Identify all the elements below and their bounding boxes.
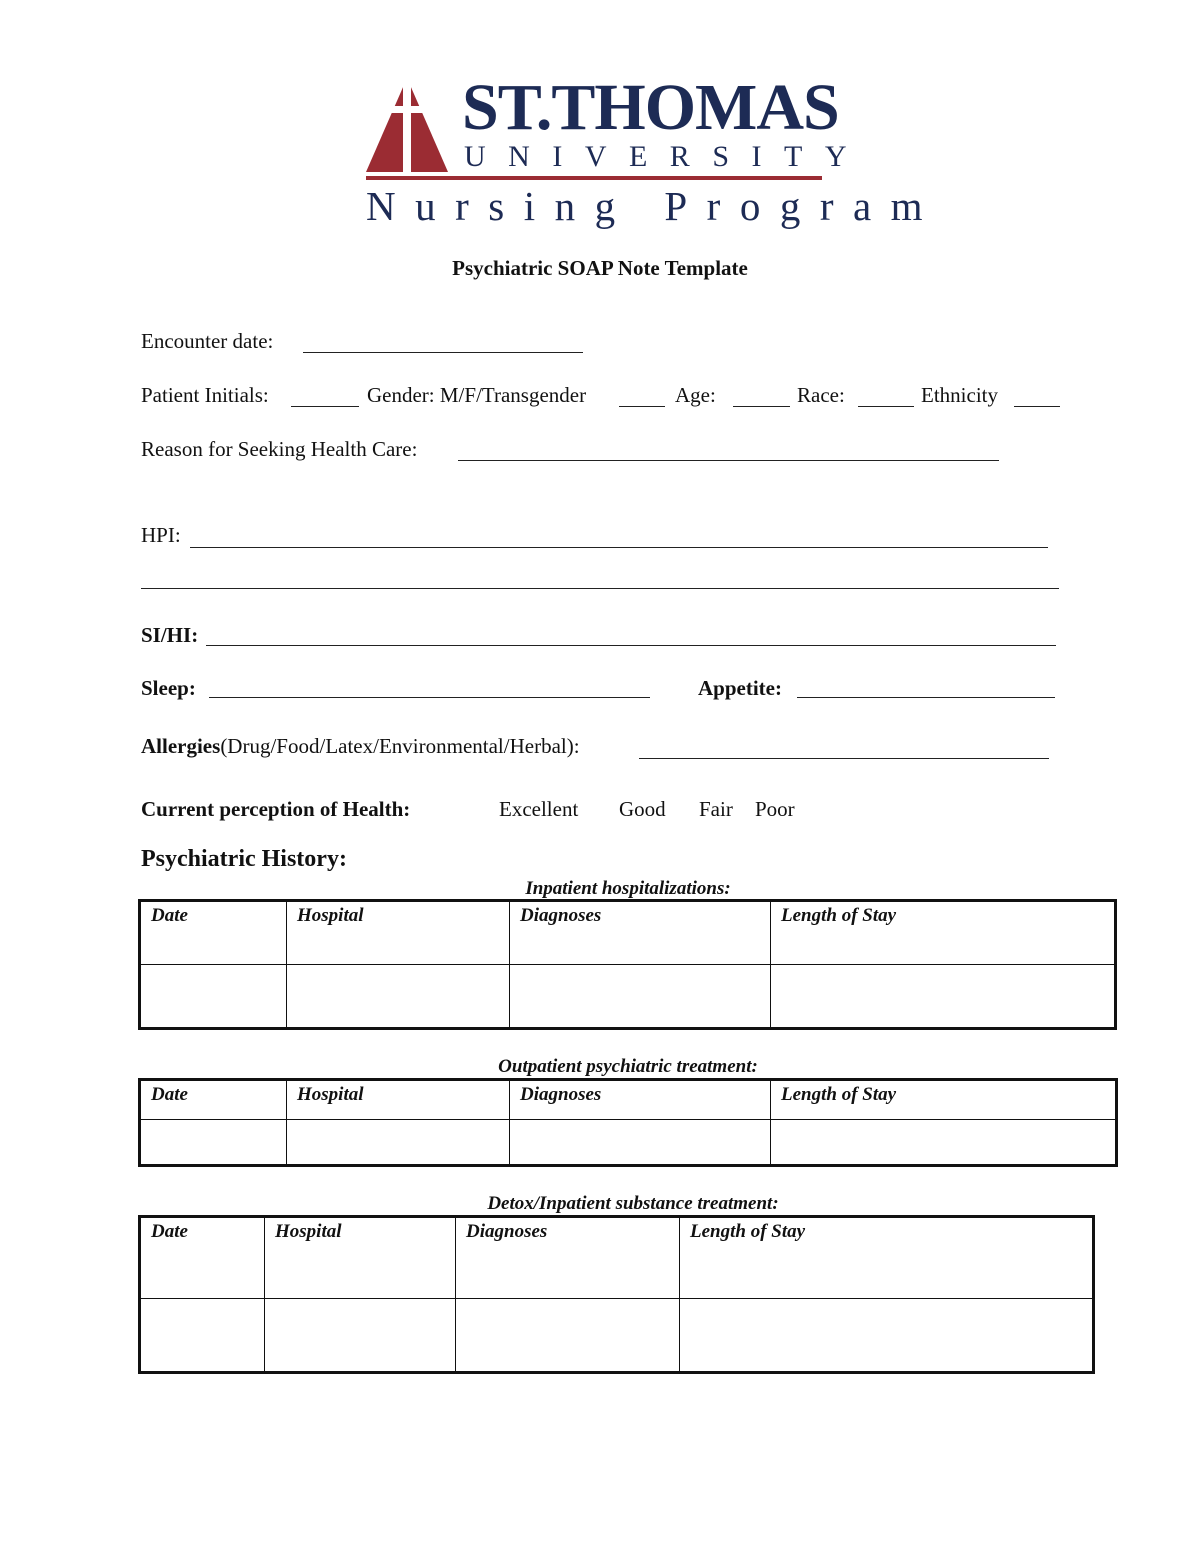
inpatient-table [140,901,1115,1028]
appetite-field[interactable] [797,697,1055,698]
col-header-date: Date [141,1218,265,1299]
si-hi-field[interactable] [206,645,1056,646]
table-cell[interactable] [680,1299,1093,1372]
perception-option-good[interactable]: Good [619,797,666,821]
page-title: Psychiatric SOAP Note Template [452,256,748,280]
table-cell[interactable] [141,965,287,1028]
encounter-date-label: Encounter date: [141,329,274,353]
table-cell[interactable] [141,1299,265,1372]
age-field[interactable] [733,406,790,407]
table-row [141,965,1115,1028]
table-header-row [141,1218,1093,1299]
col-header-diagnoses: Diagnoses [456,1218,680,1299]
age-label: Age: [675,383,716,407]
col-header-hospital: Hospital [265,1218,456,1299]
gender-field[interactable] [619,406,665,407]
inpatient-caption: Inpatient hospitalizations: [525,878,731,899]
col-header-length-of-stay: Length of Stay [771,1081,1116,1120]
reason-field[interactable] [458,460,999,461]
detox-table [140,1217,1093,1372]
table-cell[interactable] [456,1299,680,1372]
perception-option-poor[interactable]: Poor [755,797,795,821]
col-header-date: Date [141,902,287,965]
table-cell[interactable] [771,965,1115,1028]
col-header-hospital: Hospital [287,902,510,965]
table-cell[interactable] [771,1120,1116,1165]
outpatient-caption: Outpatient psychiatric treatment: [498,1056,758,1077]
encounter-date-field[interactable] [303,352,583,353]
perception-label: Current perception of Health: [141,797,411,821]
university-logo [362,70,943,230]
col-header-diagnoses: Diagnoses [510,1081,771,1120]
table-cell[interactable] [510,1120,771,1165]
detox-caption: Detox/Inpatient substance treatment: [487,1193,779,1214]
logo-line-2: UNIVERSITY [464,140,869,173]
logo-line-3: Nursing Program [366,183,943,229]
psych-history-heading: Psychiatric History: [141,846,347,872]
col-header-date: Date [141,1081,287,1120]
gender-label: Gender: M/F/Transgender [367,383,587,407]
ethnicity-field[interactable] [1014,406,1060,407]
hpi-label: HPI: [141,523,181,547]
sleep-field[interactable] [209,697,650,698]
allergies-label-detail: (Drug/Food/Latex/Environmental/Herbal): [220,734,580,758]
appetite-label: Appetite: [698,676,782,700]
table-row [141,1120,1116,1165]
patient-initials-field[interactable] [291,406,359,407]
col-header-length-of-stay: Length of Stay [771,902,1115,965]
race-field[interactable] [858,406,914,407]
outpatient-table [140,1080,1116,1165]
perception-option-fair[interactable]: Fair [699,797,733,821]
race-label: Race: [797,383,845,407]
table-header-row [141,902,1115,965]
reason-label: Reason for Seeking Health Care: [141,437,418,461]
table-cell[interactable] [265,1299,456,1372]
logo-line-1: ST.THOMAS [462,71,839,144]
col-header-hospital: Hospital [287,1081,510,1120]
patient-initials-label: Patient Initials: [141,383,269,407]
sleep-label: Sleep: [141,676,196,700]
si-hi-label: SI/HI: [141,623,199,647]
table-header-row [141,1081,1116,1120]
col-header-length-of-stay: Length of Stay [680,1218,1093,1299]
perception-option-excellent[interactable]: Excellent [499,797,579,821]
table-row [141,1299,1093,1372]
allergies-label-bold: Allergies [141,734,221,758]
hpi-field-line-2[interactable] [141,588,1059,589]
col-header-diagnoses: Diagnoses [510,902,771,965]
hpi-field-line-1[interactable] [190,547,1048,548]
table-cell[interactable] [141,1120,287,1165]
table-cell[interactable] [287,1120,510,1165]
logo-divider [366,176,822,180]
cross-triangle-icon [362,76,452,176]
allergies-field[interactable] [639,758,1049,759]
table-cell[interactable] [287,965,510,1028]
allergies-label [141,733,580,759]
ethnicity-label: Ethnicity [921,383,998,407]
table-cell[interactable] [510,965,771,1028]
